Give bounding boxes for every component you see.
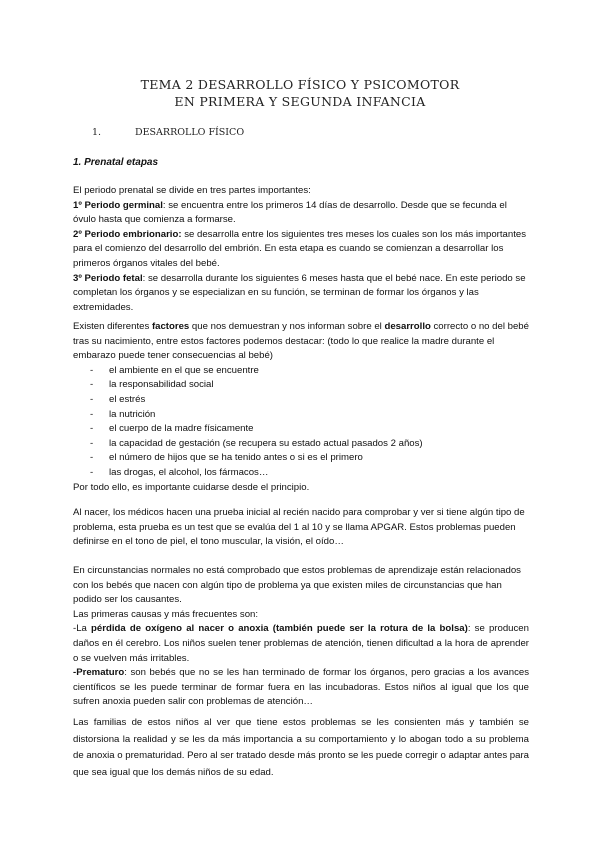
list-item: - el ambiente en el que se encuentre (73, 364, 529, 379)
period-embrionario-label: 2º Periodo embrionario: (73, 228, 182, 240)
prenatal-block (73, 184, 529, 315)
causa-prematuro-text: : son bebés que no se les han terminado de formar los órganos, pero gracias a los avances científicos se les puede terminar de formar fuera en las incubadoras. Estos niños al igual que los que sufren anoxia pueden salir con problemas de atención… (73, 667, 529, 708)
prenatal-intro: El periodo prenatal se divide en tres partes importantes: (73, 185, 311, 196)
section-heading (92, 127, 244, 138)
causa-anoxia-text: : se producen daños en él cerebro. Los niños suelen tener problemas de atención, tienen dificultad a la hora de aprender o se vuelven más irritables. (73, 623, 529, 664)
familias-paragraph: Las familias de estos niños al ver que tiene estos problemas se les consienten más y también se distorsiona la realidad y se les da más importancia a su comportamiento y lo abogan todo a su problema de anoxia o prematuridad. Pero al ser tratado desde más pronto se les puede corregir o adaptar antes para que sea igual que los demás niños de su edad. (73, 717, 529, 778)
document-title-line-1: TEMA 2 DESARROLLO FÍSICO Y PSICOMOTOR (140, 77, 460, 92)
list-item: - la capacidad de gestación (se recupera su estado actual pasados 2 años) (73, 437, 529, 452)
period-germinal-label: 1º Periodo germinal (73, 199, 163, 211)
causas-block (73, 564, 529, 710)
section-label: DESARROLLO FÍSICO (135, 127, 245, 138)
factores-closing: Por todo ello, es importante cuidarse desde el principio. (73, 481, 310, 493)
period-germinal (73, 199, 529, 228)
list-item: - el cuerpo de la madre físicamente (73, 422, 529, 437)
list-item: - la nutrición (73, 408, 529, 423)
factores-bold-1: factores (151, 321, 190, 332)
causas-intro: En circunstancias normales no está comprobado que estos problemas de aprendizaje están relacionados con los bebés que nacen con algún tipo de problema ya que existen miles de circunstancias que han podido ser los causantes. (73, 565, 521, 606)
period-embrionario-text: se desarrolla entre los siguientes tres meses los cuales son los más importantes para el comienzo del desarrollo del embrión. En esta etapa es cuando se comienzan a desarrollar los primeros órganos vitales del bebé. (73, 228, 526, 269)
factores-bold-2: desarrollo (384, 321, 431, 332)
causa-prematuro (73, 666, 529, 710)
causa-anoxia-bold: pérdida de oxígeno al nacer o anoxia (también puede ser la rotura de la bolsa) (91, 623, 468, 635)
apgar-paragraph: Al nacer, los médicos hacen una prueba inicial al recién nacido para comprobar y ver si tiene algún tipo de problema, esta prueba es un test que se evalúa del 1 al 10 y se llama APGAR. Estos problemas pueden definirse en el tono de piel, el tono muscular, la visión, el oído… (73, 507, 525, 548)
factores-block (73, 320, 529, 495)
period-fetal-text: : se desarrolla durante los siguientes 6 meses hasta que el bebé nace. En este periodo se completan los órganos y se especializan en su función, se terminan de formar los órganos y las extremidades. (73, 272, 526, 313)
period-fetal (73, 272, 529, 316)
causa-anoxia (73, 622, 529, 666)
section-number: 1. (92, 127, 102, 138)
period-fetal-label: 3º Periodo fetal (73, 272, 143, 284)
list-item: - el estrés (73, 393, 529, 408)
list-item: - la responsabilidad social (73, 378, 529, 393)
factores-list (73, 364, 529, 481)
factores-intro (73, 320, 529, 364)
period-embrionario (73, 228, 529, 272)
factores-text-2: que nos demuestran y nos informan sobre el (189, 321, 385, 332)
list-item: - las drogas, el alcohol, los fármacos… (73, 466, 529, 481)
causa-prematuro-bold: -Prematuro (73, 667, 125, 679)
document-title-line-2: EN PRIMERA Y SEGUNDA INFANCIA (174, 94, 426, 109)
subsection-heading: 1. Prenatal etapas (73, 157, 159, 168)
factores-text-1: Existen diferentes (73, 321, 152, 332)
period-germinal-text: : se encuentra entre los primeros 14 días de desarrollo. Desde que se fecunda el óvulo hasta que comienza a formarse. (73, 199, 507, 226)
factores-text-3: correcto o no del bebé tras su nacimiento, entre estos factores podemos destacar: (todo lo que realice la madre durante el embarazo puede tener consecuencias al bebé) (73, 321, 529, 362)
causa-anoxia-prefix: -La (73, 623, 92, 635)
list-item: - el número de hijos que se ha tenido antes o si es el primero (73, 451, 529, 466)
causas-heading: Las primeras causas y más frecuentes son: (73, 608, 259, 620)
